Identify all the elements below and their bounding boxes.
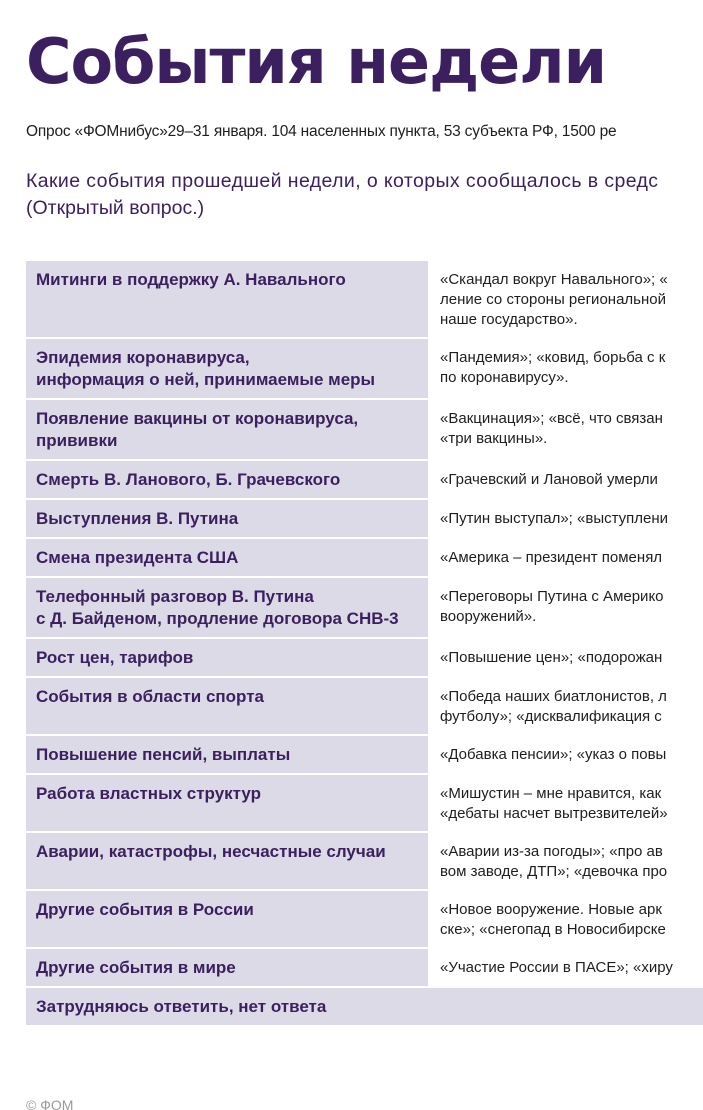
page-title: События недели — [26, 25, 607, 98]
survey-info: Опрос «ФОМнибус»29–31 января. 104 населенных пункта, 53 субъекта РФ, 1500 ре — [26, 123, 617, 140]
event-quote: «Повышение цен»; «подорожан — [430, 639, 703, 676]
table-row — [26, 578, 703, 639]
events-table — [26, 261, 703, 1027]
event-quote: «Участие России в ПАСЕ»; «хиру — [430, 949, 703, 986]
table-row — [26, 400, 703, 461]
no-answer-quote — [430, 988, 703, 1025]
event-quote: «Пандемия»; «ковид, борьба с к по коронавирусу». — [430, 339, 703, 398]
event-quote: «Аварии из-за погоды»; «про ав вом заводе, ДТП»; «девочка про — [430, 833, 703, 889]
event-topic: Другие события в мире — [26, 949, 430, 986]
event-topic: Эпидемия коронавируса, информация о ней, принимаемые меры — [26, 339, 430, 398]
event-quote: «Америка – президент поменял — [430, 539, 703, 576]
event-quote: «Переговоры Путина с Америко вооружений». — [430, 578, 703, 637]
copyright: © ФОМ — [26, 1097, 74, 1110]
event-topic: Выступления В. Путина — [26, 500, 430, 537]
event-topic: События в области спорта — [26, 678, 430, 734]
event-quote: «Новое вооружение. Новые арк ске»; «снегопад в Новосибирске — [430, 891, 703, 947]
table-row — [26, 339, 703, 400]
table-row — [26, 500, 703, 539]
event-topic: Повышение пенсий, выплаты — [26, 736, 430, 773]
no-answer-topic: Затрудняюсь ответить, нет ответа — [26, 988, 430, 1025]
table-row — [26, 891, 703, 949]
event-topic: Появление вакцины от коронавируса, прививки — [26, 400, 430, 459]
table-row — [26, 775, 703, 833]
event-quote: «Путин выступал»; «выступлени — [430, 500, 703, 537]
event-topic: Аварии, катастрофы, несчастные случаи — [26, 833, 430, 889]
question-text: Какие события прошедшей недели, о которых сообщалось в средс — [26, 170, 659, 192]
table-row — [26, 988, 703, 1027]
table-row — [26, 678, 703, 736]
event-topic: Телефонный разговор В. Путина с Д. Байденом, продление договора СНВ-3 — [26, 578, 430, 637]
table-row — [26, 949, 703, 988]
event-topic: Смерть В. Ланового, Б. Грачевского — [26, 461, 430, 498]
event-topic: Рост цен, тарифов — [26, 639, 430, 676]
table-row — [26, 639, 703, 678]
table-row — [26, 261, 703, 339]
event-quote: «Добавка пенсии»; «указ о повы — [430, 736, 703, 773]
table-row — [26, 833, 703, 891]
event-topic: Работа властных структур — [26, 775, 430, 831]
question — [26, 168, 658, 222]
table-row — [26, 461, 703, 500]
event-quote: «Победа наших биатлонистов, л футболу»; «дисквалификация с — [430, 678, 703, 734]
table-row — [26, 539, 703, 578]
event-quote: «Вакцинация»; «всё, что связан «три вакцины». — [430, 400, 703, 459]
question-note: (Открытый вопрос.) — [26, 197, 205, 219]
event-topic: Митинги в поддержку А. Навального — [26, 261, 430, 337]
table-row — [26, 736, 703, 775]
event-quote: «Скандал вокруг Навального»; « ление со стороны региональной наше государство». — [430, 261, 703, 337]
event-quote: «Грачевский и Лановой умерли — [430, 461, 703, 498]
event-quote: «Мишустин – мне нравится, как «дебаты насчет вытрезвителей» — [430, 775, 703, 831]
event-topic: Другие события в России — [26, 891, 430, 947]
event-topic: Смена президента США — [26, 539, 430, 576]
